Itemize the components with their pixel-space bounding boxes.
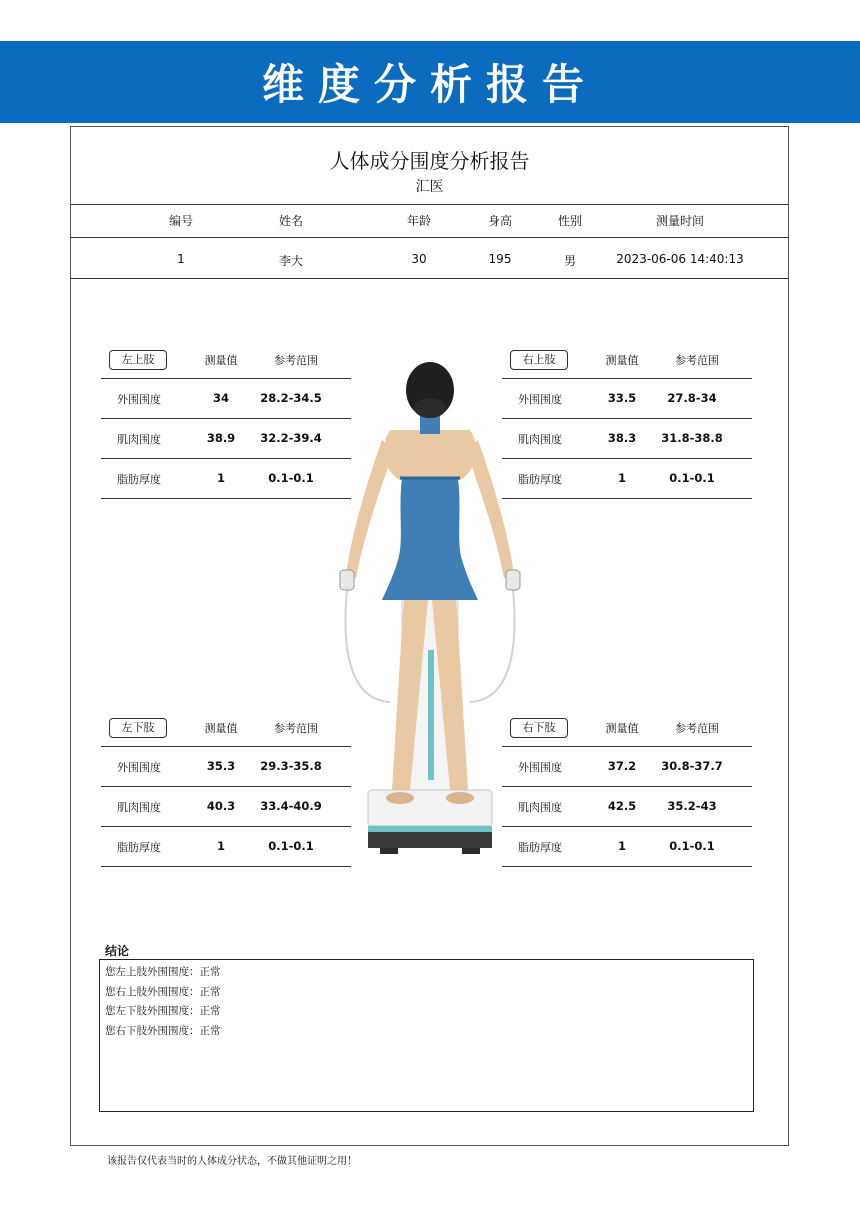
right-upper-limb-table [502, 348, 752, 499]
row-range: 0.1-0.1 [669, 471, 715, 485]
value-height: 195 [488, 252, 512, 266]
header-id: 编号 [168, 214, 194, 228]
divider [71, 237, 788, 238]
table-row [502, 418, 752, 458]
row-range: 33.4-40.9 [260, 799, 322, 813]
row-label: 外围围度 [518, 393, 562, 406]
row-range: 0.1-0.1 [268, 839, 314, 853]
row-label: 脂肪厚度 [518, 473, 562, 486]
conclusion-line: 您左上肢外围围度：正常 [105, 966, 221, 978]
row-label: 外围围度 [518, 761, 562, 774]
body-scale-figure-icon [330, 350, 530, 860]
row-value: 38.9 [206, 431, 236, 445]
value-gender: 男 [563, 254, 577, 268]
reference-range-header: 参考范围 [675, 722, 719, 735]
row-range: 32.2-39.4 [260, 431, 322, 445]
conclusion-line: 您右上肢外围围度：正常 [105, 985, 221, 998]
row-label: 脂肪厚度 [518, 841, 562, 854]
header-name: 姓名 [278, 214, 304, 228]
right-lower-limb-table [502, 716, 752, 867]
row-range: 29.3-35.8 [260, 759, 322, 773]
row-label: 脂肪厚度 [117, 473, 161, 486]
row-range: 0.1-0.1 [268, 471, 314, 485]
value-time: 2023-06-06 14:40:13 [616, 252, 744, 266]
reference-range-header: 参考范围 [675, 354, 719, 367]
table-row [502, 826, 752, 867]
row-value: 35.3 [206, 759, 236, 773]
table-row [101, 826, 351, 867]
row-label: 肌肉围度 [518, 433, 562, 446]
conclusion-box [99, 959, 754, 1112]
report-subtitle: 汇医 [415, 179, 444, 195]
table-row [101, 418, 351, 458]
row-value: 42.5 [607, 799, 637, 813]
header-height: 身高 [487, 214, 513, 228]
measured-value-header: 测量值 [204, 354, 238, 367]
row-value: 1 [216, 471, 226, 485]
left-upper-limb-tag: 左上肢 [109, 350, 167, 370]
row-value: 33.5 [607, 391, 637, 405]
measured-value-header: 测量值 [204, 722, 238, 735]
measured-value-header: 测量值 [605, 722, 639, 735]
value-id: 1 [177, 252, 185, 266]
right-upper-limb-tag: 右上肢 [510, 350, 568, 370]
divider [71, 204, 788, 205]
banner-title: 维度分析报告 [261, 60, 598, 109]
reference-range-header: 参考范围 [274, 722, 318, 735]
table-row [502, 458, 752, 499]
left-lower-limb-table [101, 716, 351, 867]
row-label: 肌肉围度 [117, 801, 161, 814]
row-value: 40.3 [206, 799, 236, 813]
row-value: 1 [617, 839, 627, 853]
header-time: 测量时间 [655, 214, 705, 228]
row-range: 30.8-37.7 [661, 759, 723, 773]
divider [71, 278, 788, 279]
table-row [502, 746, 752, 786]
row-label: 肌肉围度 [117, 433, 161, 446]
row-value: 37.2 [607, 759, 637, 773]
report-banner [0, 41, 860, 123]
row-label: 肌肉围度 [518, 801, 562, 814]
row-value: 1 [617, 471, 627, 485]
reference-range-header: 参考范围 [274, 354, 318, 367]
measured-value-header: 测量值 [605, 354, 639, 367]
row-label: 脂肪厚度 [117, 841, 161, 854]
report-title: 人体成分围度分析报告 [329, 149, 530, 173]
header-gender: 性别 [557, 214, 583, 228]
header-age: 年龄 [406, 214, 432, 228]
right-lower-limb-tag: 右下肢 [510, 718, 568, 738]
table-row [101, 458, 351, 499]
row-label: 外围围度 [117, 761, 161, 774]
row-range: 31.8-38.8 [661, 431, 723, 445]
conclusion-line: 您左下肢外围围度：正常 [105, 1005, 221, 1017]
value-name: 李大 [278, 254, 304, 268]
conclusion-title: 结论 [105, 944, 130, 958]
row-value: 38.3 [607, 431, 637, 445]
row-value: 34 [212, 391, 230, 405]
row-label: 外围围度 [117, 393, 161, 406]
value-age: 30 [411, 252, 427, 266]
table-row [101, 378, 351, 418]
left-upper-limb-table [101, 348, 351, 499]
conclusion-line: 您右下肢外围围度：正常 [105, 1024, 221, 1037]
row-range: 0.1-0.1 [669, 839, 715, 853]
table-row [502, 378, 752, 418]
left-lower-limb-tag: 左下肢 [109, 718, 167, 738]
row-range: 27.8-34 [667, 391, 717, 405]
table-row [101, 786, 351, 826]
row-value: 1 [216, 839, 226, 853]
table-row [502, 786, 752, 826]
table-row [101, 746, 351, 786]
row-range: 28.2-34.5 [260, 391, 322, 405]
footer-note: 该报告仅代表当时的人体成分状态，不做其他证明之用！ [107, 1156, 357, 1167]
row-range: 35.2-43 [667, 799, 717, 813]
